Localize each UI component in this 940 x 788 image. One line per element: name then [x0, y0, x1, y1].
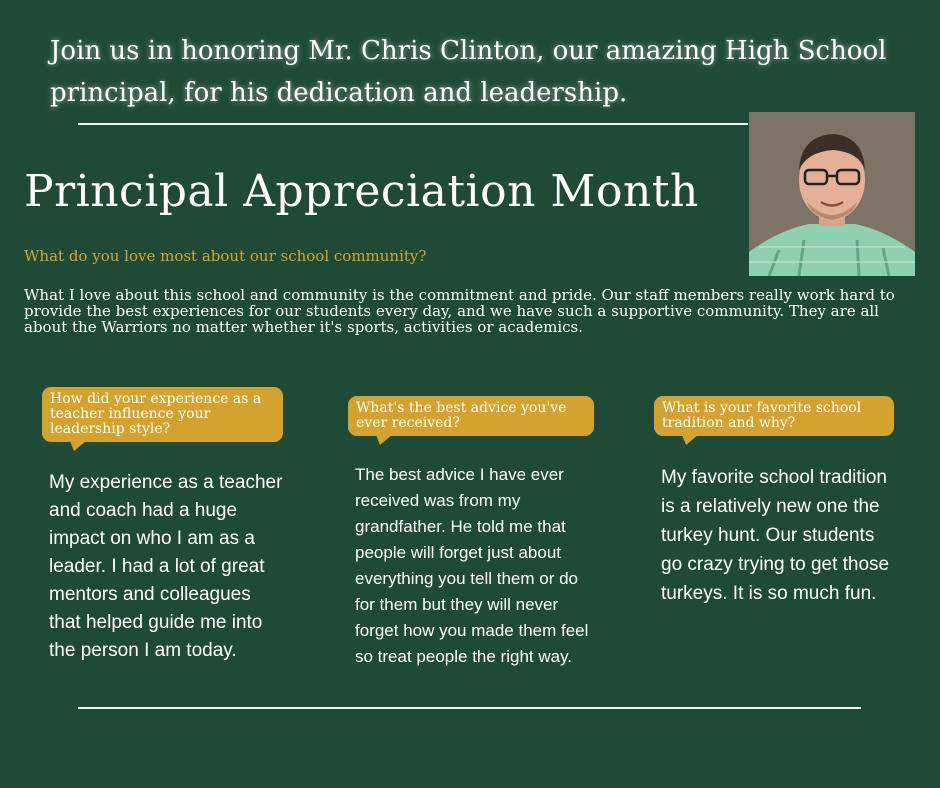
qa-column-3 [654, 396, 899, 608]
answer-text: The best advice I have ever received was from my grandfather. He told me that people will forget just about everything you tell them or do for them but they will never forget how you made them feel so treat people the right way. [355, 465, 589, 666]
answer-text: My experience as a teacher and coach had a huge impact on who I am as a leader. I had a lot of great mentors and colleagues that helped guide me into the person I am today. [49, 472, 283, 661]
qa-column-1 [42, 387, 287, 665]
question-bubble: What is your favorite school tradition and why? [654, 396, 894, 436]
question-bubble: What's the best advice you've ever received? [348, 396, 594, 436]
headline: Join us in honoring Mr. Chris Clinton, our amazing High School principal, for his dedication and leadership. [50, 36, 887, 108]
answer-text: My favorite school tradition is a relatively new one the turkey hunt. Our students go crazy trying to get those turkeys. It is so much fun. [661, 467, 890, 604]
page-title: Principal Appreciation Month [24, 166, 699, 217]
principal-photo [749, 112, 915, 276]
question-bubble: How did your experience as a teacher influence your leadership style? [42, 387, 283, 442]
main-question: What do you love most about our school community? [24, 247, 427, 265]
main-answer: What I love about this school and community is the commitment and pride. Our staff members really work hard to provide the best experiences for our students every day, and we have such a supportive community. They are all about the Warriors no matter whether it's sports, activities or academics. [24, 286, 895, 336]
qa-column-2 [348, 396, 598, 670]
divider-top [78, 123, 748, 125]
divider-bottom [78, 707, 861, 709]
